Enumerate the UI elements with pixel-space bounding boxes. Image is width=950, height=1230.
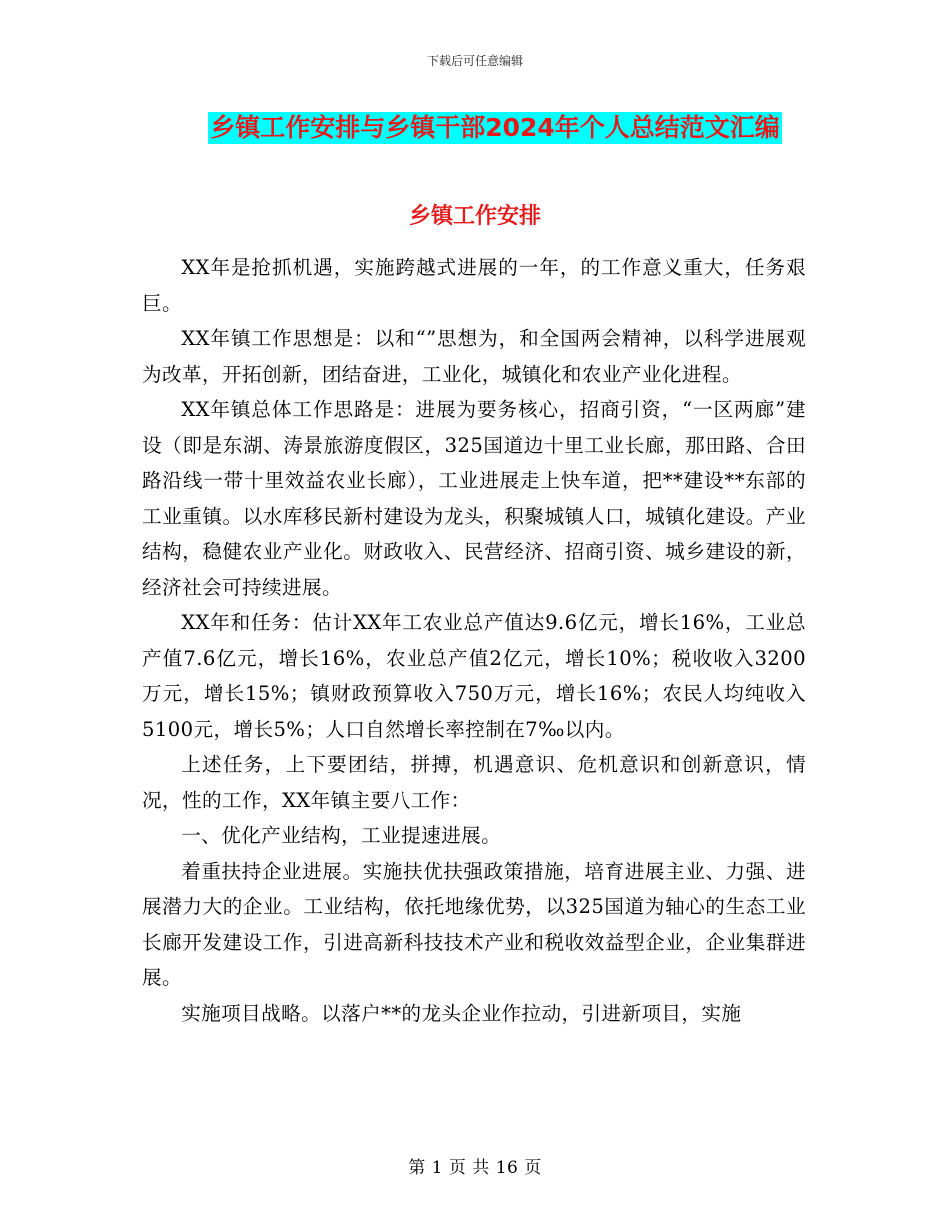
- paragraph: 实施项目战略。以落户**的龙头企业作拉动，引进新项目，实施: [181, 1001, 742, 1025]
- document-body: [142, 250, 806, 1031]
- page-number: 第 1 页 共 16 页: [408, 1158, 542, 1178]
- document-title-wrapper: [0, 112, 950, 144]
- paragraph: XX年镇总体工作思路是：进展为要务核心，招商引资，“一区两廊”建设（即是东湖、涛景旅游度假区，325国道边十里工业长廊，那田路、合田路沿线一带十里效益农业长廊），工业进展走上快车道，把**建设**东部的工业重镇。以水库移民新村建设为龙头，积聚城镇人口，城镇化建设。产业结构，稳健农业产业化。财政收入、民营经济、招商引资、城乡建设的新，经济社会可持续进展。: [142, 398, 806, 599]
- paragraph: 着重扶持企业进展。实施扶优扶强政策措施，培育进展主业、力强、进展潜力大的企业。工业结构，依托地缘优势，以325国道为轴心的生态工业长廊开发建设工作，引进高新科技技术产业和税收效益型企业，企业集群进展。: [142, 859, 806, 989]
- section-title: 乡镇工作安排: [408, 204, 541, 229]
- paragraph: XX年是抢抓机遇，实施跨越式进展的一年，的工作意义重大，任务艰巨。: [142, 256, 806, 315]
- paragraph: 上述任务，上下要团结，拼搏，机遇意识、危机意识和创新意识，情况，性的工作，XX年镇主要八工作：: [142, 753, 806, 812]
- paragraph: XX年镇工作思想是：以和“”思想为，和全国两会精神，以科学进展观为改革，开拓创新，团结奋进，工业化，城镇化和农业产业化进程。: [142, 327, 806, 386]
- header-note: 下载后可任意编辑: [426, 54, 523, 68]
- document-title: 乡镇工作安排与乡镇干部2024年个人总结范文汇编: [210, 113, 780, 142]
- paragraph: 一、优化产业结构，工业提速进展。: [181, 824, 502, 847]
- paragraph: XX年和任务：估计XX年工农业总产值达9.6亿元，增长16%，工业总产值7.6亿元，增长16%，农业总产值2亿元，增长10%；税收收入3200万元，增长15%；镇财政预算收入750万元，增长16%；农民人均纯收入5100元，增长5%；人口自然增长率控制在7‰以内。: [142, 611, 806, 741]
